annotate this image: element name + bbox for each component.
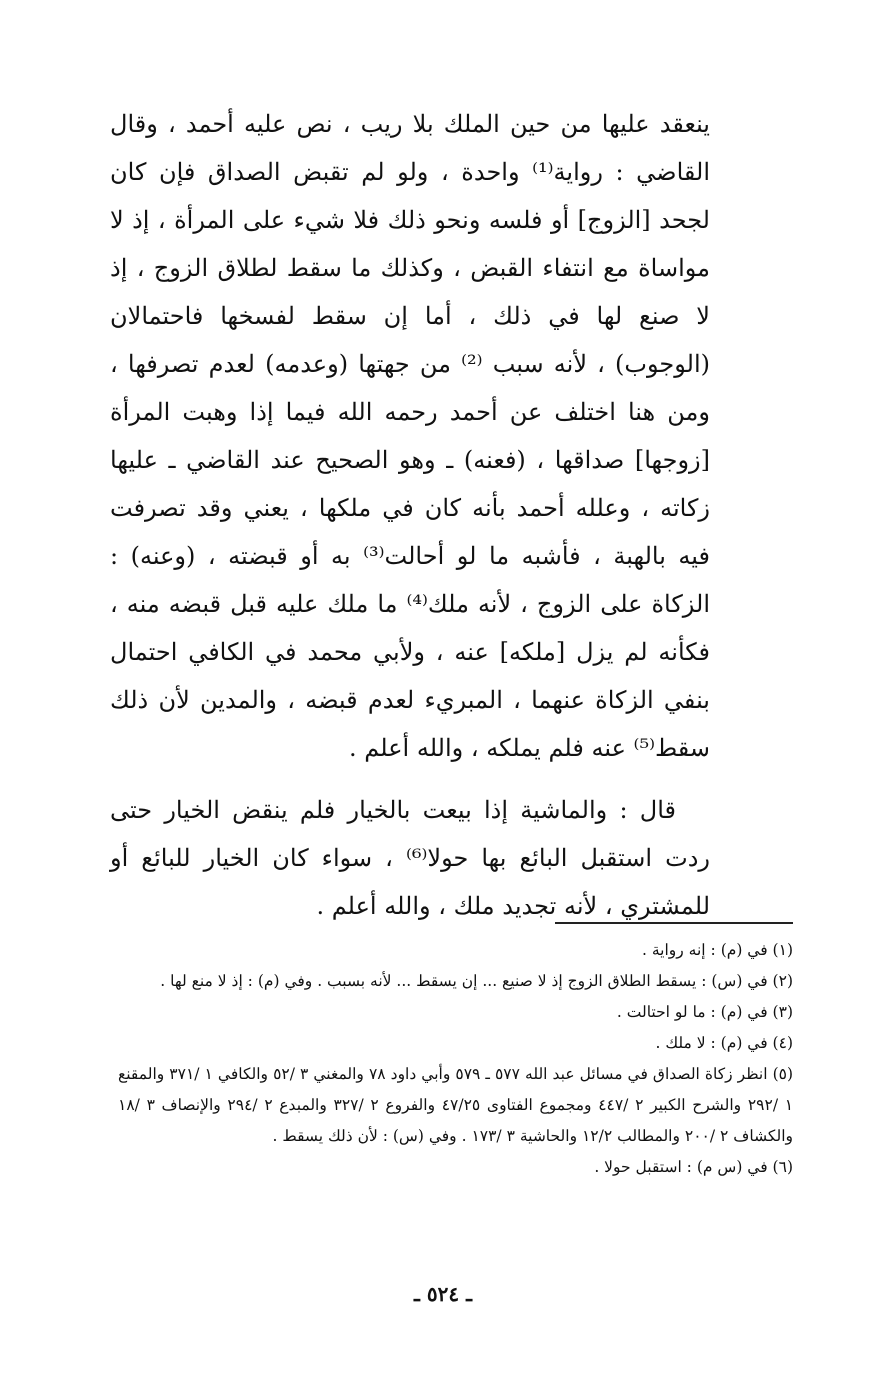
footnote-5: (٥) انظر زكاة الصداق في مسائل عبد الله ٥٧٧ ـ ٥٧٩ وأبي داود ٧٨ والمغني ٣ /٥٢ والكافي ١ /٣٧١ والمقنع ١ /٢٩٢ والشرح الكبير ٢ /٤٤٧ ومجموع الفتاوى ٤٧/٢٥ والفروع ٢ /٣٢٧ والمبدع ٢ /٢٩٤ والإنصاف ٣ /١٨ والكشاف ٢ /٢٠٠ والمطالب ١٢/٢ والحاشية ٣ /١٧٣ . وفي (س) : لأن ذلك يسقط . bbox=[118, 1065, 794, 1145]
footnote-2: (٢) في (س) : يسقط الطلاق الزوج إذ لا صنيع ... إن يسقط ... لأنه بسبب . وفي (م) : إذ لا منع لها . bbox=[160, 972, 793, 990]
footnote-divider bbox=[555, 922, 793, 924]
body-paragraph-2: قال : والماشية إذا بيعت بالخيار فلم ينقض الخيار حتى ردت استقبل البائع بها حولا⁽⁶⁾ ، سواء كان الخيار للبائع أو للمشتري ، لأنه تجديد ملك ، والله أعلم . bbox=[110, 796, 710, 920]
page-number: ـ ٥٢٤ ـ bbox=[414, 1282, 472, 1306]
footnote-6: (٦) في (س م) : استقبل حولا . bbox=[594, 1158, 793, 1176]
footnotes bbox=[118, 935, 793, 1183]
footnote-4: (٤) في (م) : لا ملك . bbox=[655, 1034, 793, 1052]
footnote-3: (٣) في (م) : ما لو احتالت . bbox=[616, 1003, 793, 1021]
body-paragraph-1: ينعقد عليها من حين الملك بلا ريب ، نص عليه أحمد ، وقال القاضي : رواية⁽¹⁾ واحدة ، ولو لم تقبض الصداق فإن كان لجحد [الزوج] أو فلسه ونحو ذلك فلا شيء على المرأة ، إذ لا مواساة مع انتفاء القبض ، وكذلك ما سقط لطلاق الزوج ، إذ لا صنع لها في ذلك ، أما إن سقط لفسخها فاحتمالان (الوجوب) ، لأنه سبب ⁽²⁾ من جهتها (وعدمه) لعدم تصرفها ، ومن هنا اختلف عن أحمد رحمه الله فيما إذا وهبت المرأة [زوجها] صداقها ، (فعنه) ـ وهو الصحيح عند القاضي ـ عليها زكاته ، وعلله أحمد بأنه كان في ملكها ، يعني وقد تصرفت فيه بالهبة ، فأشبه ما لو أحالت⁽³⁾ به أو قبضته ، (وعنه) : الزكاة على الزوج ، لأنه ملك⁽⁴⁾ ما ملك عليه قبل قبضه منه ، فكأنه لم يزل [ملكه] عنه ، ولأبي محمد في الكافي احتمال بنفي الزكاة عنهما ، المبريء لعدم قبضه ، والمدين لأن ذلك سقط⁽⁵⁾ عنه فلم يملكه ، والله أعلم . bbox=[110, 110, 711, 762]
footnote-1: (١) في (م) : إنه رواية . bbox=[642, 941, 793, 959]
main-text bbox=[110, 100, 710, 930]
